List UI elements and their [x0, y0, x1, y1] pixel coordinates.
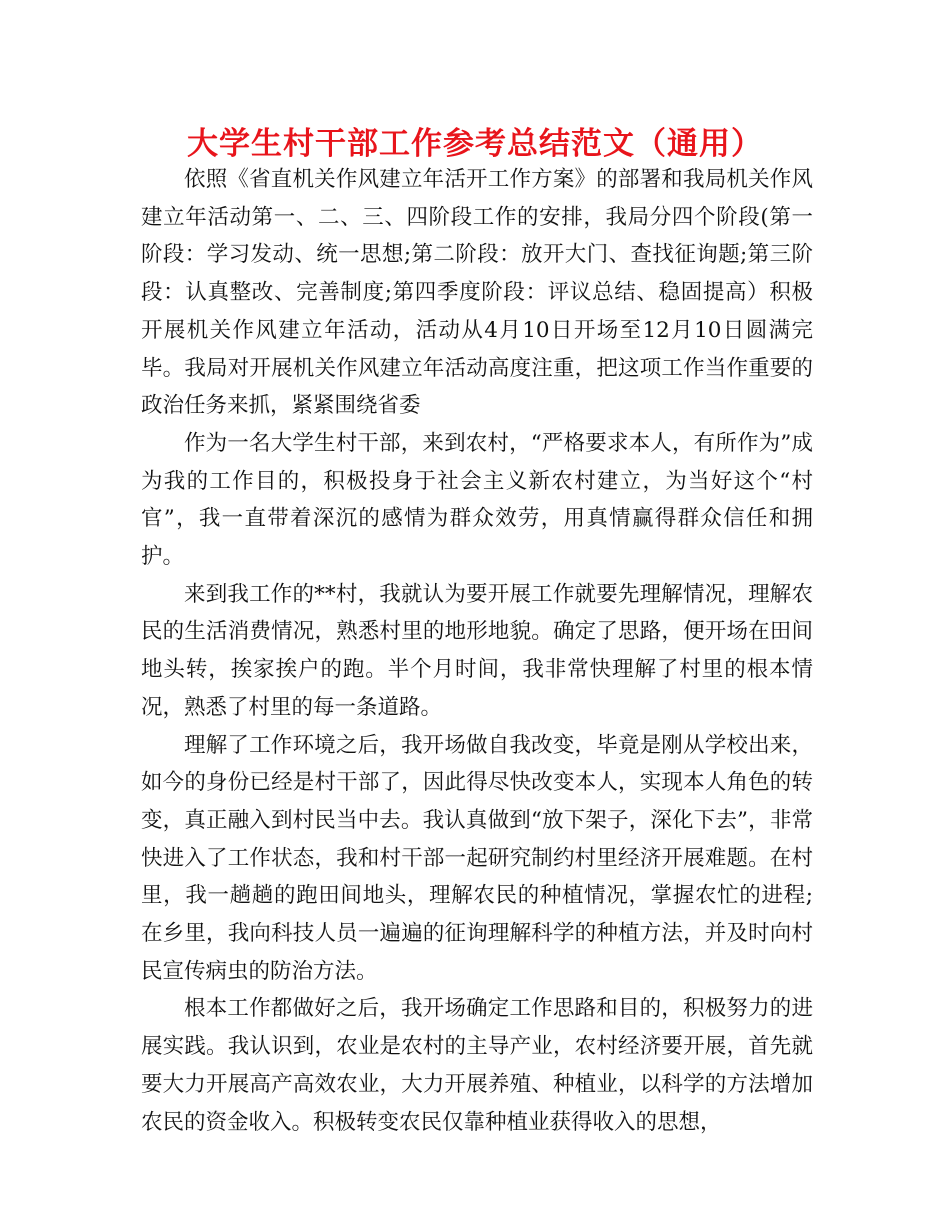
paragraph-3: 来到我工作的**村，我就认为要开展工作就要先理解情况，理解农民的生活消费情况，熟悉村里的地形地貌。确定了思路，便开场在田间地头转，挨家挨户的跑。半个月时间，我非常快理解了村里的根本情况，熟悉了村里的每一条道路。 — [141, 581, 813, 720]
paragraph-2: 作为一名大学生村干部，来到农村，“严格要求本人，有所作为”成为我的工作目的，积极投身于社会主义新农村建立，为当好这个“村官”，我一直带着深沉的感情为群众效劳，用真情赢得群众信任和拥护。 — [141, 430, 813, 570]
paragraph-4: 理解了工作环境之后，我开场做自我改变，毕竟是刚从学校出来，如今的身份已经是村干部了，因此得尽快改变本人，实现本人角色的转变，真正融入到村民当中去。我认真做到“放下架子，深化下去”，非常快进入了工作状态，我和村干部一起研究制约村里经济开展难题。在村里，我一趟趟的跑田间地头，理解农民的种植情况，掌握农忙的进程;在乡里，我向科技人员一遍遍的征询理解科学的种植方法，并及时向村民宣传病虫的防治方法。 — [141, 732, 813, 984]
document-body — [141, 161, 813, 1141]
paragraph-1: 依照《省直机关作风建立年活开工作方案》的部署和我局机关作风建立年活动第一、二、三、四阶段工作的安排，我局分四个阶段(第一阶段：学习发动、统一思想;第二阶段：放开大门、查找征询题;第三阶段：认真整改、完善制度;第四季度阶段：评议总结、稳固提高）积极开展机关作风建立年活动，活动从4月10日开场至12月10日圆满完毕。我局对开展机关作风建立年活动高度注重，把这项工作当作重要的政治任务来抓，紧紧围绕省委 — [141, 167, 813, 419]
paragraph-5: 根本工作都做好之后，我开场确定工作思路和目的，积极努力的进展实践。我认识到，农业是农村的主导产业，农村经济要开展，首先就要大力开展高产高效农业，大力开展养殖、种植业，以科学的方法增加农民的资金收入。积极转变农民仅靠种植业获得收入的思想， — [141, 996, 813, 1135]
document-title: 大学生村干部工作参考总结范文（通用） — [187, 126, 763, 162]
